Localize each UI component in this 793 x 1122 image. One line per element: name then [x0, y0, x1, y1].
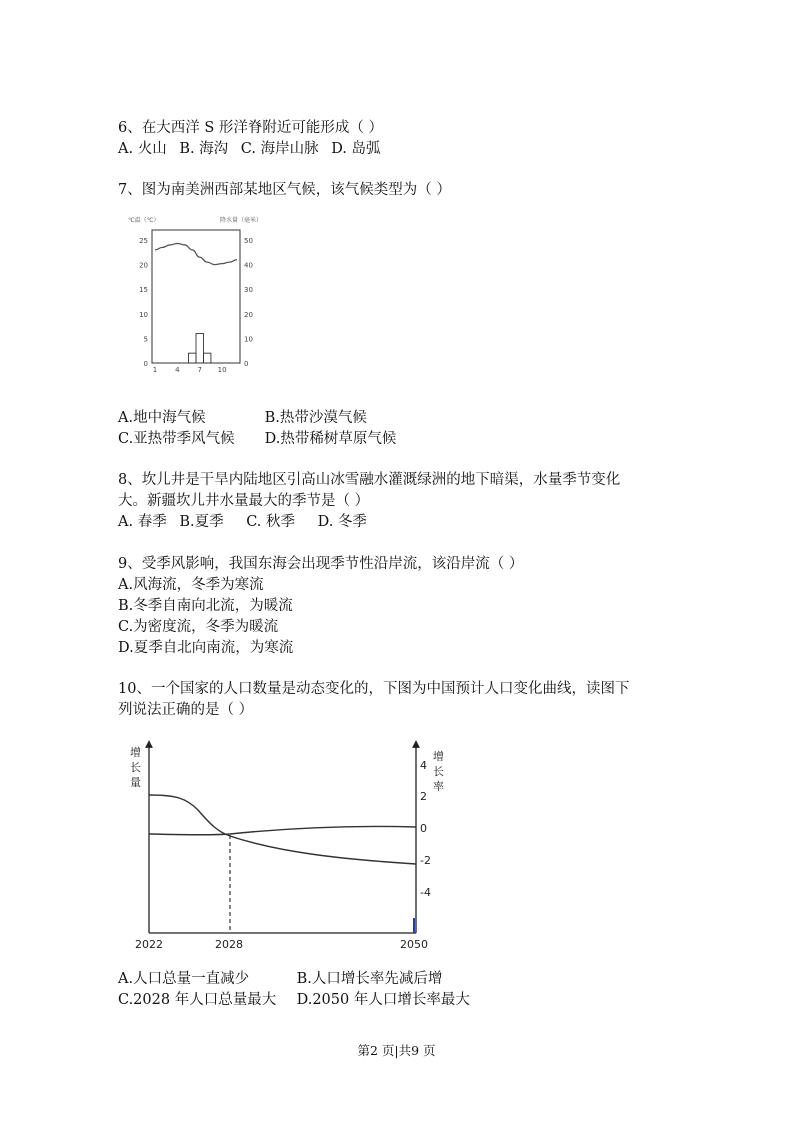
q7-x-tick: 10 — [217, 366, 227, 374]
q7-precip-bar — [203, 353, 210, 363]
q9-option-c: C.为密度流，冬季为暖流 — [118, 619, 279, 635]
q7-stem: 7、图为南美洲西部某地区气候，该气候类型为（ ） — [118, 182, 451, 198]
q7-left-tick: 20 — [139, 261, 148, 270]
q7-left-tick: 5 — [143, 335, 148, 344]
q10-growth-rate-curve — [149, 826, 416, 834]
q6-option-d: D. 岛弧 — [331, 141, 381, 157]
q6-options — [118, 139, 381, 159]
q7-right-tick: 30 — [244, 286, 253, 295]
q10-stem-line2: 列说法正确的是（ ） — [118, 702, 254, 718]
q7-x-tick: 4 — [175, 366, 180, 374]
q8-option-b: B.夏季 — [179, 514, 224, 530]
q7-right-tick: 40 — [244, 261, 253, 270]
q8-option-d: D. 冬季 — [317, 514, 367, 530]
q7-option-d: D.热带稀树草原气候 — [264, 431, 397, 447]
q10-right-tick-neg4: -4 — [420, 886, 431, 899]
q6-stem: 6、在大西洋 S 形洋脊附近可能形成（ ） — [118, 120, 383, 136]
q7-precipitation-bars — [189, 333, 211, 363]
q8-stem-line1: 8、坎儿井是干旱内陆地区引高山冰雪融水灌溉绿洲的地下暗渠，水量季节变化 — [118, 472, 621, 488]
q7-left-tick: 25 — [139, 237, 148, 245]
q9-option-a: A.风海流，冬季为寒流 — [118, 577, 264, 593]
q10-population-chart — [118, 738, 458, 960]
q7-left-ticks — [139, 237, 148, 368]
q8-stem-line2: 大。新疆坎儿井水量最大的季节是（ ） — [118, 493, 370, 509]
q8-option-c: C. 秋季 — [246, 514, 295, 530]
page-footer: 第2 页|共9 页 — [357, 1043, 436, 1058]
q8-options — [118, 512, 367, 532]
q7-right-tick: 50 — [244, 237, 253, 245]
q7-options-row2 — [118, 429, 396, 449]
q7-right-tick: 10 — [244, 335, 253, 344]
q7-option-b: B.热带沙漠气候 — [264, 410, 367, 426]
q7-left-tick: 0 — [143, 360, 148, 368]
q10-right-tick-0: 0 — [420, 822, 427, 835]
q10-left-axis-label-1: 增 — [130, 746, 141, 759]
q8-option-a: A. 春季 — [118, 514, 167, 530]
q7-left-tick: 10 — [139, 310, 148, 319]
q10-options-row1 — [118, 969, 442, 989]
q7-x-tick: 1 — [152, 366, 158, 374]
q7-x-tick: 7 — [197, 366, 202, 374]
q7-climate-chart — [118, 212, 268, 377]
q10-options-row2 — [118, 990, 470, 1010]
q7-x-ticks — [153, 366, 227, 374]
q7-option-c: C.亚热带季风气候 — [118, 431, 235, 447]
q10-right-axis-label-2: 长 — [433, 765, 444, 778]
q7-right-tick: 20 — [244, 310, 253, 319]
q9-option-b: B.冬季自南向北流，为暖流 — [118, 598, 293, 614]
q9-stem: 9、受季风影响，我国东海会出现季节性沿岸流，该沿岸流（ ） — [118, 556, 524, 572]
q7-right-axis-title: 降水量（毫米） — [220, 217, 263, 224]
q7-right-tick: 0 — [244, 360, 249, 368]
q7-right-ticks — [244, 237, 253, 368]
q10-right-axis-label-3: 率 — [433, 780, 444, 793]
q10-option-c: C.2028 年人口总量最大 — [118, 992, 277, 1008]
q6-option-a: A. 火山 — [118, 141, 167, 157]
q10-option-a: A.人口总量一直减少 — [118, 971, 250, 987]
q7-left-tick: 15 — [139, 286, 148, 295]
q7-left-axis-title: ℃温（℃） — [128, 217, 160, 224]
q7-option-a: A.地中海气候 — [118, 410, 206, 426]
q6-option-b: B. 海沟 — [179, 141, 229, 157]
q7-precip-bar — [196, 333, 203, 363]
q10-x-tick-2022: 2022 — [135, 938, 163, 951]
q10-left-axis-label-2: 长 — [130, 761, 141, 774]
q10-option-d: D.2050 年人口增长率最大 — [296, 992, 470, 1008]
q10-stem-line1: 10、一个国家的人口数量是动态变化的，下图为中国预计人口变化曲线，读图下 — [118, 681, 630, 697]
q10-right-tick-neg2: -2 — [420, 854, 431, 867]
q7-precip-bar — [189, 353, 196, 363]
q10-right-tick-2: 2 — [420, 790, 427, 803]
q10-right-axis-label-1: 增 — [433, 750, 444, 763]
q10-option-b: B.人口增长率先减后增 — [296, 971, 443, 987]
q10-right-tick-4: 4 — [420, 759, 427, 772]
q10-x-tick-2050: 2050 — [400, 938, 428, 951]
q7-options-row1 — [118, 408, 367, 428]
q10-left-axis-label-3: 量 — [130, 776, 141, 789]
q6-option-c: C. 海岸山脉 — [240, 141, 319, 157]
q7-temperature-line — [155, 243, 237, 264]
q9-option-d: D.夏季自北向南流，为寒流 — [118, 640, 294, 656]
q10-right-ticks — [420, 759, 431, 899]
q10-x-tick-2028: 2028 — [215, 938, 243, 951]
